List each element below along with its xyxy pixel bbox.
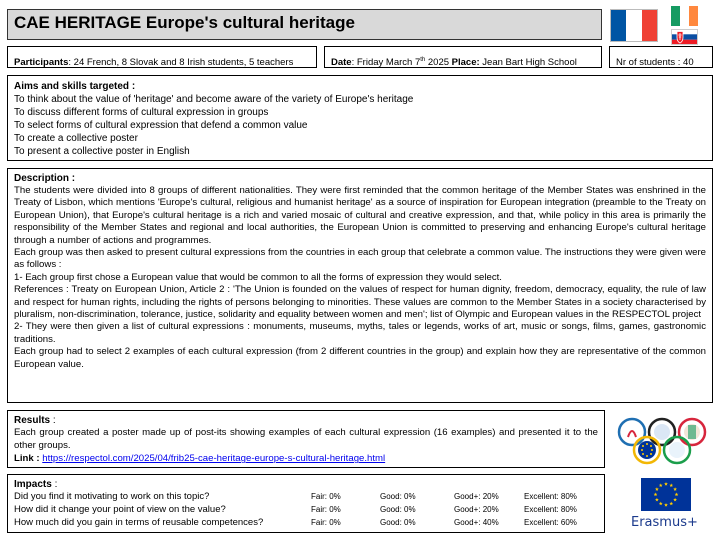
france-flag-icon — [610, 9, 658, 42]
impact-fair: Fair: 0% — [311, 518, 341, 527]
page-title: CAE HERITAGE Europe's cultural heritage — [14, 13, 355, 32]
description-paragraph: 2- They were then given a list of cultural expressions : monuments, museums, myths, tales or legends, works of art, music or songs, films, games, gastronomic traditions. — [14, 321, 706, 345]
impact-goodplus: Good+: 20% — [454, 492, 499, 501]
impact-row — [14, 504, 598, 517]
place-value: Jean Bart High School — [479, 57, 577, 68]
description-heading: Description : — [14, 173, 76, 184]
results-link-label: Link : — [14, 453, 40, 465]
aims-item: To think about the value of 'heritage' and become aware of the variety of Europe's heritage — [14, 94, 414, 105]
aims-item: To discuss different forms of cultural expression in groups — [14, 107, 269, 118]
results-link[interactable]: https://respectol.com/2025/04/frib25-cae-heritage-europe-s-cultural-heritage.html — [42, 453, 386, 465]
aims-box — [7, 75, 713, 161]
impact-fair: Fair: 0% — [311, 505, 341, 514]
results-box: Results : Each group created a poster made up of post-its showing examples of each cultural expression (16 examples) and presented it to the other groups. Link : https://respectol.com/2025/04/frib25-cae-heritage-europe-s-cultural-heritage.html — [7, 410, 605, 468]
impact-excellent: Excellent: 80% — [524, 492, 577, 501]
impact-good: Good: 0% — [380, 492, 416, 501]
description-box — [7, 168, 713, 403]
description-paragraph: Each group had to select 2 examples of each cultural expression (from 2 different countries in the group) and explain how they are representative of the common European value. — [14, 346, 706, 370]
impact-question: How did it change your point of view on the value? — [14, 504, 226, 515]
date-sup: th — [420, 56, 426, 63]
aims-heading: Aims and skills targeted : — [14, 81, 136, 92]
participants-label: Participants — [14, 57, 69, 68]
impact-goodplus: Good+: 20% — [454, 505, 499, 514]
impact-row — [14, 517, 598, 530]
date-value-pre: : Friday March 7 — [351, 57, 421, 68]
description-paragraph: 1- Each group first chose a European value that would be common to all the forms of expression they would select. — [14, 271, 502, 283]
impacts-heading: Impacts — [14, 479, 52, 490]
aims-item: To present a collective poster in English — [14, 146, 190, 157]
date-box: Date: Friday March 7th 2025 Place: Jean Bart High School — [324, 46, 602, 68]
students-box — [609, 46, 713, 68]
impact-good: Good: 0% — [380, 505, 416, 514]
description-paragraph: References : Treaty on European Union, Article 2 : 'The Union is founded on the values of respect for human dignity, freedom, democracy, equality, the rule of law and respect for human rights, including the rights of persons belonging to minorities. These values are common to the Member States in a society characterised by pluralism, non-discrimination, tolerance, justice, solidarity and equality between women and men'; list of Olympic and European values in the RESPECTOL project — [14, 284, 706, 321]
results-heading: Results — [14, 415, 51, 426]
impact-question: Did you find it motivating to work on this topic? — [14, 491, 210, 502]
students-count: Nr of students : 40 — [616, 57, 694, 68]
impacts-box: Impacts : Did you find it motivating to work on this topic? Fair: 0% Good: 0% Good+: 20% Excellent: 80% How did it change your point of view on the value? Fair: 0% Good: 0% Good+: 20% Excellent: 80% How much did you gain in terms of reusable competences? Fair: 0% Good: 0% Good+: 40% Excellent: 60% — [7, 474, 605, 533]
erasmus-logo-text: Erasmus+ — [631, 515, 698, 530]
ireland-flag-icon — [671, 6, 698, 26]
impact-excellent: Excellent: 80% — [524, 505, 577, 514]
participants-box — [7, 46, 317, 68]
impact-excellent: Excellent: 60% — [524, 518, 577, 527]
results-text: Each group created a poster made up of post-its showing examples of each cultural expression (16 examples) and presented it to the other groups. — [14, 427, 598, 451]
slovakia-flag-icon — [671, 29, 698, 45]
aims-item: To create a collective poster — [14, 133, 138, 144]
title-box — [7, 9, 602, 40]
description-paragraph: The students were divided into 8 groups of different nationalities. They were first reminded that the common heritage of the Member States was enshrined in the Treaty of Lisbon, which mentions 'Europe's cultural, religious and humanist heritage' as a source of inspiration for European integration (preamble to the Treaty on European Union), that Europe's cultural heritage is a rich and varied mosaic of cultural and creative expression, and that, while policy in this area is primarily the responsibility of the Member States and regional and local authorities, the European Union is committed to preserving and enhancing Europe's cultural heritage through a number of actions and programmes. — [14, 185, 706, 246]
aims-item: To select forms of cultural expression that defend a common value — [14, 120, 308, 131]
respectol-logo-icon — [614, 415, 712, 471]
impact-row — [14, 491, 598, 504]
description-paragraph: Each group was then asked to present cultural expressions from the countries in each group that celebrate a common value. The instructions they were given were as follows : — [14, 247, 706, 271]
participants-value: : 24 French, 8 Slovak and 8 Irish students, 5 teachers — [68, 57, 294, 68]
impact-goodplus: Good+: 40% — [454, 518, 499, 527]
date-value-post: 2025 — [425, 57, 452, 68]
eu-flag-icon — [641, 478, 691, 511]
impact-fair: Fair: 0% — [311, 492, 341, 501]
impact-question: How much did you gain in terms of reusable competences? — [14, 517, 264, 528]
place-label: Place: — [451, 57, 480, 68]
impact-good: Good: 0% — [380, 518, 416, 527]
